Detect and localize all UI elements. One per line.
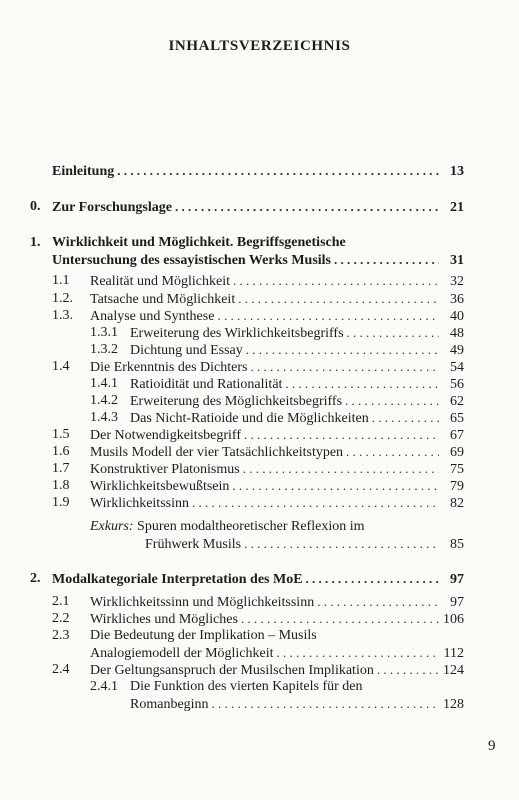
toc-entry xyxy=(90,477,464,495)
entry-title: Modalkategoriale Interpretation des MoE xyxy=(52,572,303,587)
toc-entry xyxy=(130,324,464,342)
entry-page: 106 xyxy=(443,612,464,627)
dot-leader xyxy=(233,272,439,289)
toc-entry xyxy=(90,272,464,290)
entry-number: 1.4.2 xyxy=(90,393,118,408)
toc-entry xyxy=(130,375,464,393)
dot-leader xyxy=(317,593,439,610)
entry-title: Musils Modell der vier Tatsächlichkeitstypen xyxy=(90,445,344,460)
entry-title: Realität und Möglichkeit xyxy=(90,274,230,289)
entry-number: 1.9 xyxy=(52,495,70,510)
dot-leader xyxy=(345,392,439,409)
toc-entry xyxy=(130,695,464,713)
dot-leader xyxy=(346,443,439,460)
entry-title-line2: Romanbeginn xyxy=(130,697,209,712)
entry-number: 1.3.1 xyxy=(90,325,118,340)
dot-leader xyxy=(285,375,439,392)
dot-leader xyxy=(241,610,439,627)
entry-title-line1: Die Bedeutung der Implikation – Musils xyxy=(90,628,317,643)
entry-title-line2: Analogiemodell der Möglichkeit xyxy=(90,646,274,661)
entry-title-line2: Untersuchung des essayistischen Werks Musils xyxy=(52,253,332,268)
entry-page: 82 xyxy=(450,496,464,511)
dot-leader xyxy=(232,477,439,494)
entry-page: 49 xyxy=(450,343,464,358)
entry-title: Zur Forschungslage xyxy=(52,200,172,215)
page-number: 9 xyxy=(488,738,496,754)
entry-page: 36 xyxy=(450,292,464,307)
entry-number: 0. xyxy=(30,199,41,214)
toc-entry xyxy=(90,290,464,308)
entry-title: Erweiterung des Möglichkeitsbegriffs xyxy=(130,394,343,409)
entry-title-line1: Wirklichkeit und Möglichkeit. Begriffsgenetische xyxy=(52,235,346,250)
entry-page: 75 xyxy=(450,462,464,477)
toc-entry xyxy=(90,307,464,325)
dot-leader xyxy=(244,426,439,443)
exkurs-title-line1: Spuren modaltheoretischer Reflexion im xyxy=(137,519,365,534)
entry-number: 1.2. xyxy=(52,291,73,306)
entry-number: 1.3. xyxy=(52,308,73,323)
entry-title: Einleitung xyxy=(52,164,115,179)
entry-title: Wirklichkeitsbewußtsein xyxy=(90,479,230,494)
entry-page: 21 xyxy=(450,200,464,215)
entry-page: 48 xyxy=(450,326,464,341)
entry-number: 1.4.1 xyxy=(90,376,118,391)
toc-entry xyxy=(90,610,464,628)
dot-leader xyxy=(246,341,439,358)
entry-page: 56 xyxy=(450,377,464,392)
page-title: INHALTSVERZEICHNIS xyxy=(168,38,351,54)
toc-entry-ch0 xyxy=(52,198,464,216)
entry-page: 62 xyxy=(450,394,464,409)
entry-title: Ratioidität und Rationalität xyxy=(130,377,283,392)
entry-title: Erweiterung des Wirklichkeitsbegriffs xyxy=(130,326,344,341)
entry-page: 97 xyxy=(450,572,464,587)
toc-entry xyxy=(90,443,464,461)
entry-page: 85 xyxy=(450,537,464,552)
entry-page: 65 xyxy=(450,411,464,426)
entry-page: 97 xyxy=(450,595,464,610)
toc-entry xyxy=(90,358,464,376)
dot-leader xyxy=(372,409,439,426)
entry-title: Wirklichkeitssinn xyxy=(90,496,189,511)
exkurs-label: Exkurs: xyxy=(90,519,134,534)
toc-entry-exkurs xyxy=(145,535,464,553)
entry-number: 2.1 xyxy=(52,594,70,609)
toc-entry xyxy=(90,644,464,662)
entry-page: 124 xyxy=(443,663,464,678)
entry-number: 1.6 xyxy=(52,444,70,459)
toc-entry xyxy=(90,661,464,679)
toc-entry-ch2 xyxy=(52,570,464,588)
dot-leader xyxy=(238,290,439,307)
entry-number: 1.4.3 xyxy=(90,410,118,425)
entry-page: 79 xyxy=(450,479,464,494)
toc-entry xyxy=(130,341,464,359)
entry-title: Wirkliches und Mögliches xyxy=(90,612,238,627)
entry-title: Das Nicht-Ratioide und die Möglichkeiten xyxy=(130,411,369,426)
entry-title: Tatsache und Möglichkeit xyxy=(90,292,236,307)
entry-number: 1.7 xyxy=(52,461,70,476)
entry-page: 13 xyxy=(450,164,464,179)
entry-number: 1.8 xyxy=(52,478,70,493)
entry-page: 54 xyxy=(450,360,464,375)
dot-leader xyxy=(277,644,439,661)
exkurs-line1 xyxy=(90,518,365,535)
entry-page: 69 xyxy=(450,445,464,460)
entry-page: 32 xyxy=(450,274,464,289)
entry-number: 2.2 xyxy=(52,611,70,626)
dot-leader xyxy=(306,570,439,587)
entry-number: 2. xyxy=(30,571,41,586)
entry-title: Dichtung und Essay xyxy=(130,343,243,358)
toc-entry-ch1 xyxy=(52,251,464,269)
entry-page: 67 xyxy=(450,428,464,443)
entry-page: 31 xyxy=(450,253,464,268)
dot-leader xyxy=(250,358,439,375)
dot-leader xyxy=(334,251,439,268)
entry-page: 112 xyxy=(443,646,464,661)
entry-title: Der Geltungsanspruch der Musilschen Implikation xyxy=(90,663,374,678)
toc-entry xyxy=(90,593,464,611)
entry-title: Analyse und Synthese xyxy=(90,309,215,324)
toc-entry-einleitung xyxy=(52,162,464,180)
entry-number: 2.4.1 xyxy=(90,679,118,694)
entry-number: 1. xyxy=(30,235,41,250)
entry-number: 2.3 xyxy=(52,628,70,643)
toc-entry xyxy=(130,409,464,427)
dot-leader xyxy=(192,494,439,511)
entry-number: 1.1 xyxy=(52,273,70,288)
dot-leader xyxy=(244,535,439,552)
entry-title: Wirklichkeitssinn und Möglichkeitssinn xyxy=(90,595,315,610)
entry-number: 1.5 xyxy=(52,427,70,442)
entry-page: 128 xyxy=(443,697,464,712)
toc-entry xyxy=(90,426,464,444)
entry-title-line1: Die Funktion des vierten Kapitels für den xyxy=(130,679,363,694)
entry-number: 2.4 xyxy=(52,662,70,677)
entry-title: Die Erkenntnis des Dichters xyxy=(90,360,248,375)
entry-title-line2: Frühwerk Musils xyxy=(145,537,242,552)
toc-entry xyxy=(90,460,464,478)
entry-number: 1.3.2 xyxy=(90,342,118,357)
toc-entry xyxy=(130,392,464,410)
dot-leader xyxy=(117,162,439,179)
dot-leader xyxy=(217,307,439,324)
toc-entry xyxy=(90,494,464,512)
dot-leader xyxy=(347,324,439,341)
dot-leader xyxy=(175,198,439,215)
entry-title: Konstruktiver Platonismus xyxy=(90,462,240,477)
entry-number: 1.4 xyxy=(52,359,70,374)
entry-page: 40 xyxy=(450,309,464,324)
dot-leader xyxy=(377,661,439,678)
dot-leader xyxy=(212,695,439,712)
dot-leader xyxy=(243,460,439,477)
entry-title: Der Notwendigkeitsbegriff xyxy=(90,428,241,443)
